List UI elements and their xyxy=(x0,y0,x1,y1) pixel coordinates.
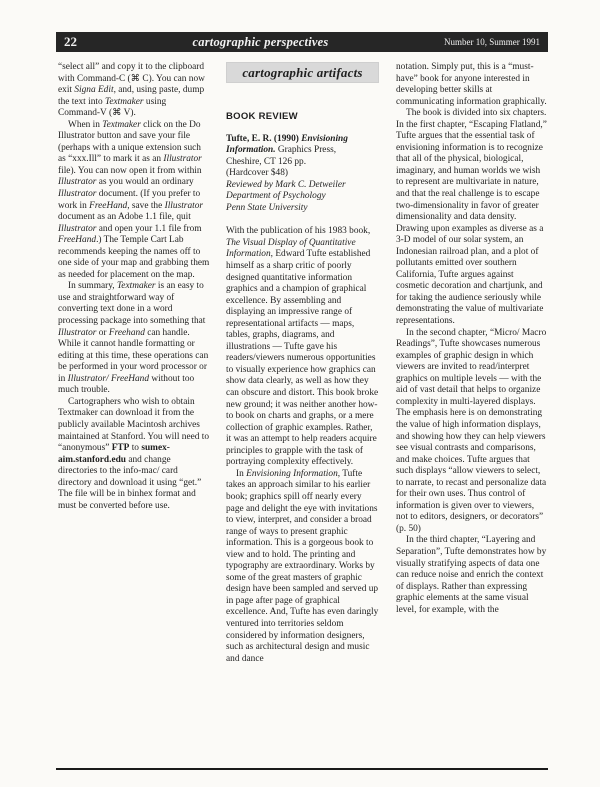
section-heading: BOOK REVIEW xyxy=(226,111,298,122)
paragraph: Cartographers who wish to obtain Textmaker can download it from the publicly available Macintosh archives maintained at Stanford. You will need to “anonymous” FTP to sumex-aim.stanford.edu and change directories to the info-mac/ card directory and download it using “get.” The file will be in binhex format and must be converted before use. xyxy=(58,396,210,511)
column-3 xyxy=(396,62,548,616)
running-header xyxy=(56,32,548,52)
bottom-rule xyxy=(56,768,548,770)
issue-label: Number 10, Summer 1991 xyxy=(443,37,540,47)
paragraph: With the publication of his 1983 book, The Visual Display of Quantitative Information, Edward Tufte established himself as a sharp critic of poorly designed quantitative information graphics and a champion of graphical excellence. By assembling and displaying an impressive range of representational artifacts — maps, tables, graphs, diagrams, and illustrations — Tufte gave his readers/viewers numerous opportunities to visually experience how graphics can show data clearly, as well as how they can obscure and distort. This book broke new ground; it was neither another how-to book on charts and graphs, or a mere collection of graphic examples. Rather, it was an attempt to help readers acquire principles to grapple with the task of portraying complexity effectively. xyxy=(226,226,379,468)
paragraph: notation. Simply put, this is a “must-have” book for anyone interested in developing better skills at communicating information graphically. xyxy=(396,62,547,107)
column-2 xyxy=(226,62,379,665)
paragraph: In summary, Textmaker is an easy to use and straightforward way of converting text done in a word processing package into something that Illustrator or Freehand can handle. While it cannot handle formatting or editing at this time, these operations can be performed in your word processor or in Illustrator/ FreeHand without too much trouble. xyxy=(58,281,209,396)
book-citation: Tufte, E. R. (1990) Envisioning Information. Graphics Press, Cheshire, CT 126 pp. (Hardcover $48) Reviewed by Mark C. Detweiler Department of Psychology Penn State University xyxy=(226,133,348,213)
paragraph: The book is divided into six chapters. In the first chapter, “Escaping Flatland,” Tufte argues that the essential task of envisioning information is to recognize that all of the physical, biological, imaginary, and human worlds we wish to represent are multivariate in nature, and that the real challenge is to escape two-dimensionality in favor of greater dimensionality and data density. Drawing upon examples as diverse as a 3-D model of our solar system, an Indonesian railroad plan, and a plot of pollutants emitted over southern California, Tufte argues against cosmetic decoration and chartjunk, and for taking the audience seriously while demonstrating the value of multivariate representations. xyxy=(396,108,547,327)
page-number: 22 xyxy=(64,34,77,49)
paragraph: “select all” and copy it to the clipboard with Command-C (⌘ C). You can now exit Signa Edit, and, using paste, dump the text into Textmaker using Command-V (⌘ V). xyxy=(58,62,205,119)
journal-title: cartographic perspectives xyxy=(192,34,329,49)
paragraph: In Envisioning Information, Tufte takes an approach similar to his earlier book; graphics spill off nearly every page and delight the eye with invitations to view, interpret, and consider a broad range of ways to present graphic information. This is a gorgeous book to view and to hold. The printing and typography are extraordinary. Works by some of the great masters of graphic design have been sampled and served up in page after page of graphical excellence. And, Tufte has even daringly ventured into territories seldom considered by information designers, such as architectural design and music and dance xyxy=(226,468,379,664)
paragraph: When in Textmaker click on the Do Illustrator button and save your file (perhaps with a unique extension such as “xxx.Ill” to mark it as an Illustrator file). You can now open it from within Illustrator as you would an ordinary Illustrator document. (If you prefer to work in FreeHand, save the Illustrator document as an Adobe 1.1 file, quit Illustrator and open your 1.1 file from FreeHand.) The Temple Cart Lab recommends keeping the names off to one side of your map and grabbing them as needed for placement on the map. xyxy=(58,119,210,280)
column-1 xyxy=(58,62,210,512)
section-banner: cartographic artifacts xyxy=(226,62,379,83)
paragraph: In the second chapter, “Micro/ Macro Readings”, Tufte showcases numerous examples of graphic design in which viewers are invited to read/interpret graphics on multiple levels — with the aid of vast detail that helps to organize complexity in multi-layered displays. The emphasis here is on demonstrating the value of high information displays, and showing how they can help viewers see visual contrasts and comparisons, and make choices. Tufte argues that such displays “allow viewers to select, to narrate, to recast and personalize data for their own uses. Thus control of information is given over to viewers, not to editors, designers, or decorators” (p. 50) xyxy=(396,327,547,534)
paragraph: In the third chapter, “Layering and Separation”, Tufte demonstrates how by visually stratifying aspects of data one can reduce noise and enrich the context of displays. Rather than expressing graphic elements at the same visual level, for example, with the xyxy=(396,535,547,615)
